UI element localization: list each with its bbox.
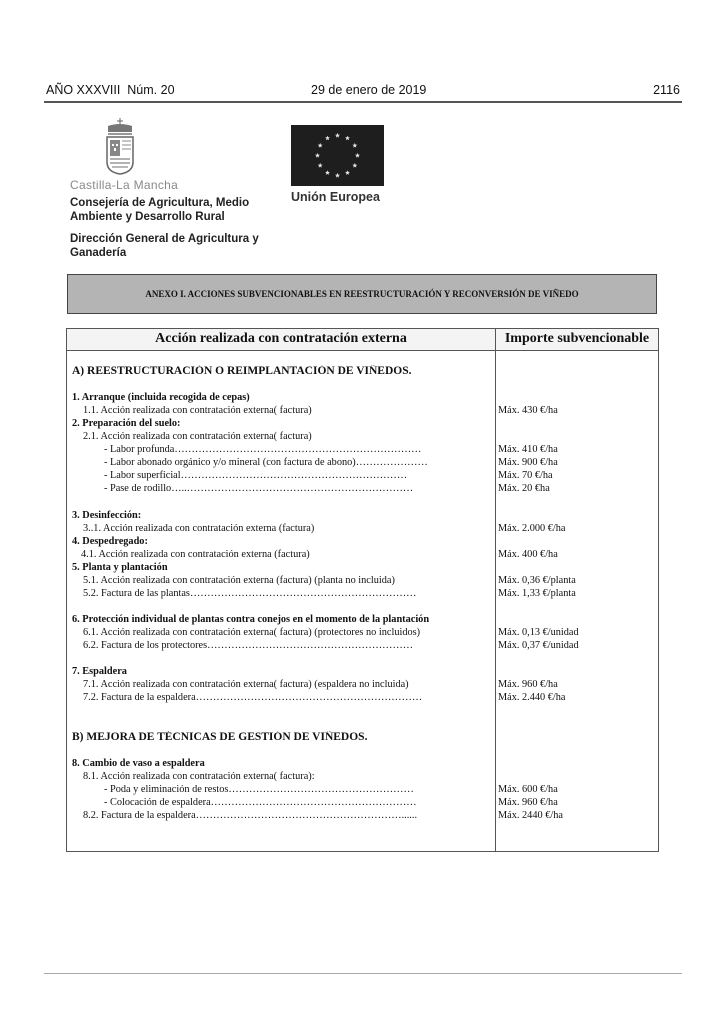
- action-cell: 5.1. Acción realizada con contratación externa (factura) (planta no incluida): [83, 575, 395, 586]
- amount-cell: Máx. 2.440 €/ha: [498, 692, 566, 703]
- region-name: Castilla-La Mancha: [70, 178, 179, 192]
- action-cell: 2. Preparación del suelo:: [72, 418, 181, 429]
- department-name: Consejería de Agricultura, Medio Ambiente y Desarrollo Rural: [70, 197, 250, 223]
- eu-star-icon: [315, 153, 320, 158]
- action-cell: 6.1. Acción realizada con contratación externa( factura) (protectores no incluidos): [83, 627, 421, 638]
- action-cell: 7. Espaldera: [72, 666, 127, 677]
- amount-cell: Máx. 1,33 €/planta: [498, 588, 576, 599]
- amount-cell: Máx. 960 €/ha: [498, 679, 558, 690]
- coat-of-arms-icon: [102, 118, 138, 176]
- header-divider: [44, 101, 682, 103]
- page-number: 2116: [653, 83, 680, 97]
- amount-cell: Máx. 20 €ha: [498, 483, 550, 494]
- action-cell: - Labor abonado orgánico y/o mineral (con factura de abono)…………………: [104, 457, 428, 468]
- amount-cell: Máx. 70 €/ha: [498, 470, 553, 481]
- footer-divider: [44, 973, 682, 974]
- amount-cell: Máx. 410 €/ha: [498, 444, 558, 455]
- page-header: [46, 83, 680, 99]
- action-cell: 8. Cambio de vaso a espaldera: [72, 758, 205, 769]
- action-cell: 8.2. Factura de la espaldera……………………………………………………......: [83, 810, 418, 821]
- eu-star-icon: [345, 170, 350, 175]
- amount-cell: Máx. 960 €/ha: [498, 797, 558, 808]
- action-cell: 5. Planta y plantación: [72, 562, 168, 573]
- amount-cell: Máx. 2.000 €/ha: [498, 523, 566, 534]
- eu-star-icon: [352, 163, 357, 168]
- eu-star-icon: [335, 133, 340, 138]
- action-cell: 6. Protección individual de plantas contra conejos en el momento de la plantación: [72, 614, 430, 625]
- column-header-amount: Importe subvencionable: [504, 331, 650, 346]
- action-cell: 3. Desinfección:: [72, 510, 142, 521]
- annex-title-box: [67, 274, 657, 314]
- eu-star-icon: [325, 170, 330, 175]
- eu-label: Unión Europea: [291, 190, 380, 204]
- amount-cell: Máx. 600 €/ha: [498, 784, 558, 795]
- action-cell: - Pase de rodillo…..…………………………………………………………: [104, 483, 414, 494]
- action-cell: 7.2. Factura de la espaldera…………………………………………………………: [83, 692, 423, 703]
- action-cell: - Poda y eliminación de restos………………………………………………: [104, 784, 414, 795]
- action-cell: - Labor superficial…………………………………………………………: [104, 470, 408, 481]
- eu-star-icon: [335, 173, 340, 178]
- amount-cell: Máx. 0,36 €/planta: [498, 575, 576, 586]
- action-cell: 4.1. Acción realizada con contratación externa (factura): [81, 549, 310, 560]
- issue-number: AÑO XXXVIII Núm. 20: [46, 83, 175, 97]
- action-cell: 1.1. Acción realizada con contratación externa( factura): [83, 405, 312, 416]
- action-cell: 7.1. Acción realizada con contratación externa( factura) (espaldera no incluida): [83, 679, 409, 690]
- direction-name: Dirección General de Agricultura y Ganadería: [70, 233, 259, 259]
- action-cell: 4. Despedregado:: [72, 536, 148, 547]
- eu-star-icon: [318, 163, 323, 168]
- annex-title: ANEXO I. ACCIONES SUBVENCIONABLES EN REESTRUCTURACIÓN Y RECONVERSIÓN DE VIÑEDO: [145, 289, 579, 299]
- eu-star-icon: [345, 136, 350, 141]
- action-cell: - Colocación de espaldera……………………………………………………: [104, 797, 417, 808]
- amount-cell: Máx. 0,37 €/unidad: [498, 640, 579, 651]
- amount-cell: Máx. 430 €/ha: [498, 405, 558, 416]
- publication-date: 29 de enero de 2019: [311, 83, 427, 97]
- action-cell: 6.2. Factura de los protectores……………………………………………………: [83, 640, 414, 651]
- eu-star-icon: [325, 136, 330, 141]
- eu-star-icon: [352, 143, 357, 148]
- eu-star-icon: [355, 153, 360, 158]
- amount-cell: Máx. 400 €/ha: [498, 549, 558, 560]
- eu-flag-icon: [291, 125, 384, 186]
- table-header: [67, 329, 658, 351]
- action-cell: B) MEJORA DE TÉCNICAS DE GESTIÓN DE VIÑEDOS.: [72, 731, 368, 743]
- action-cell: 2.1. Acción realizada con contratación externa( factura): [83, 431, 312, 442]
- amount-cell: Máx. 2440 €/ha: [498, 810, 563, 821]
- action-cell: 1. Arranque (incluida recogida de cepas): [72, 392, 250, 403]
- action-cell: A) REESTRUCTURACIÓN O REIMPLANTACIÓN DE VIÑEDOS.: [72, 365, 412, 377]
- amount-cell: Máx. 0,13 €/unidad: [498, 627, 579, 638]
- action-cell: 5.2. Factura de las plantas…………………………………………………………: [83, 588, 417, 599]
- subsidy-table: [66, 328, 659, 852]
- action-cell: - Labor profunda………………………………………………………………: [104, 444, 422, 455]
- column-header-action: Acción realizada con contratación externa: [155, 331, 407, 346]
- action-cell: 3..1. Acción realizada con contratación externa (factura): [83, 523, 315, 534]
- amount-cell: Máx. 900 €/ha: [498, 457, 558, 468]
- action-cell: 8.1. Acción realizada con contratación externa( factura):: [83, 771, 315, 782]
- eu-star-icon: [318, 143, 323, 148]
